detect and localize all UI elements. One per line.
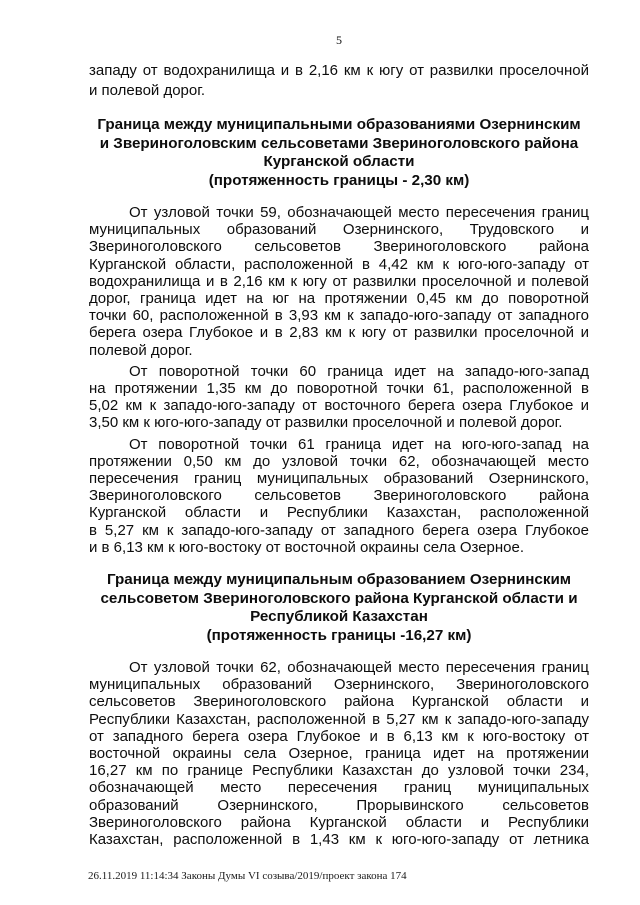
boundary-length: (протяженность границы - 2,30 км): [208, 171, 470, 189]
paragraph-line: обозначающей место пересечения границ муниципальных: [89, 779, 589, 797]
paragraph-line: муниципальных образований Озернинского, Звериноголовского: [89, 676, 589, 694]
section-heading: [89, 116, 589, 190]
paragraph-line: образований Озернинского, Прорывинского сельсоветов: [89, 796, 589, 814]
paragraph-line: восточной окраины села Озерное, граница идет на протяжении: [89, 745, 589, 763]
paragraph-line: 3,50 км к юго-юго-западу от развилки проселочной и полевой дорог.: [89, 414, 563, 432]
paragraph-line: полевой дорог.: [89, 341, 193, 359]
paragraph-line: От узловой точки 59, обозначающей место пересечения границ: [129, 204, 589, 221]
paragraph-line: Казахстан, расположенной в 1,43 км к юго-юго-западу от летника: [89, 831, 589, 849]
paragraph-line: От поворотной точки 61 граница идет на юго-юго-запад на: [129, 435, 589, 453]
paragraph-line: берега озера Глубокое и в 2,83 км к югу от развилки проселочной и: [89, 324, 589, 342]
paragraph-line: сельсоветов Звериноголовского района Курганской области и: [89, 693, 589, 711]
paragraph: [89, 659, 589, 848]
paragraph-line: и в 6,13 км к юго-востоку от восточной окраины села Озерное.: [89, 538, 525, 556]
heading-line: Граница между муниципальным образованием Озернинским: [106, 571, 572, 589]
paragraph-line: Курганской области, расположенной в 4,42 км к юго-юго-западу от: [89, 255, 589, 273]
paragraph-line: От узловой точки 62, обозначающей место пересечения границ: [129, 659, 589, 677]
paragraph-line: Республики Казахстан, расположенной в 5,27 км к западо-юго-западу: [89, 710, 589, 728]
paragraph: [89, 436, 589, 556]
paragraph-line: протяжении 0,50 км до узловой точки 62, обозначающей место: [89, 452, 589, 470]
paragraph-line: дорог, граница идет на юг на протяжении 0,45 км до поворотной: [89, 290, 589, 308]
heading-line: сельсоветом Звериноголовского района Курганской области и: [100, 589, 578, 607]
paragraph-line: в 5,27 км к западо-юго-западу от западного берега озера Глубокое: [89, 521, 589, 539]
paragraph-line: Звериноголовского сельсоветов Звериноголовского района: [89, 487, 589, 505]
footer-stamp: 26.11.2019 11:14:34 Законы Думы VI созыва/2019/проект закона 174: [88, 870, 407, 882]
heading-line: и Звериноголовским сельсоветами Звериноголовского района: [99, 134, 579, 152]
paragraph-line: на протяжении 1,35 км до поворотной точки 61, расположенной в: [89, 380, 589, 398]
heading-line: Граница между муниципальными образованиями Озернинским: [97, 116, 581, 133]
paragraph-line: муниципальных образований Озернинского, Трудовского и: [89, 221, 589, 239]
document-body: [89, 61, 589, 848]
paragraph-line: и полевой дорог.: [89, 82, 206, 99]
paragraph-line: От поворотной точки 60 граница идет на западо-юго-запад: [129, 362, 589, 380]
paragraph-line: 5,02 км к западо-юго-западу от восточного берега озера Глубокое и: [89, 397, 589, 415]
paragraph-line: водохранилища и в 2,16 км к югу от развилки проселочной и полевой: [89, 272, 589, 290]
paragraph-line: Звериноголовского района Курганской области и Республики: [89, 813, 589, 831]
paragraph-line: точки 60, расположенной в 3,93 км к западо-юго-западу от западного: [89, 307, 589, 325]
paragraph-line: Курганской области и Республики Казахстан, расположенной: [89, 504, 589, 522]
paragraph-line: западу от водохранилища и в 2,16 км к югу от развилки проселочной: [89, 62, 589, 79]
boundary-length: (протяженность границы -16,27 км): [206, 626, 472, 644]
heading-line: Курганской области: [263, 153, 415, 170]
heading-line: Республикой Казахстан: [250, 608, 428, 626]
paragraph-line: от западного берега озера Глубокое и в 6,13 км к юго-востоку от: [89, 727, 589, 745]
paragraph-line: Звериноголовского сельсоветов Звериноголовского района: [89, 238, 589, 256]
continued-paragraph: [89, 61, 589, 101]
paragraph: [89, 363, 589, 432]
page-number: 5: [336, 33, 342, 47]
paragraph: [89, 204, 589, 359]
paragraph-line: пересечения границ муниципальных образований Озернинского,: [89, 470, 589, 488]
paragraph-line: 16,27 км по границе Республики Казахстан до узловой точки 234,: [89, 762, 589, 780]
section-heading: [89, 571, 589, 645]
